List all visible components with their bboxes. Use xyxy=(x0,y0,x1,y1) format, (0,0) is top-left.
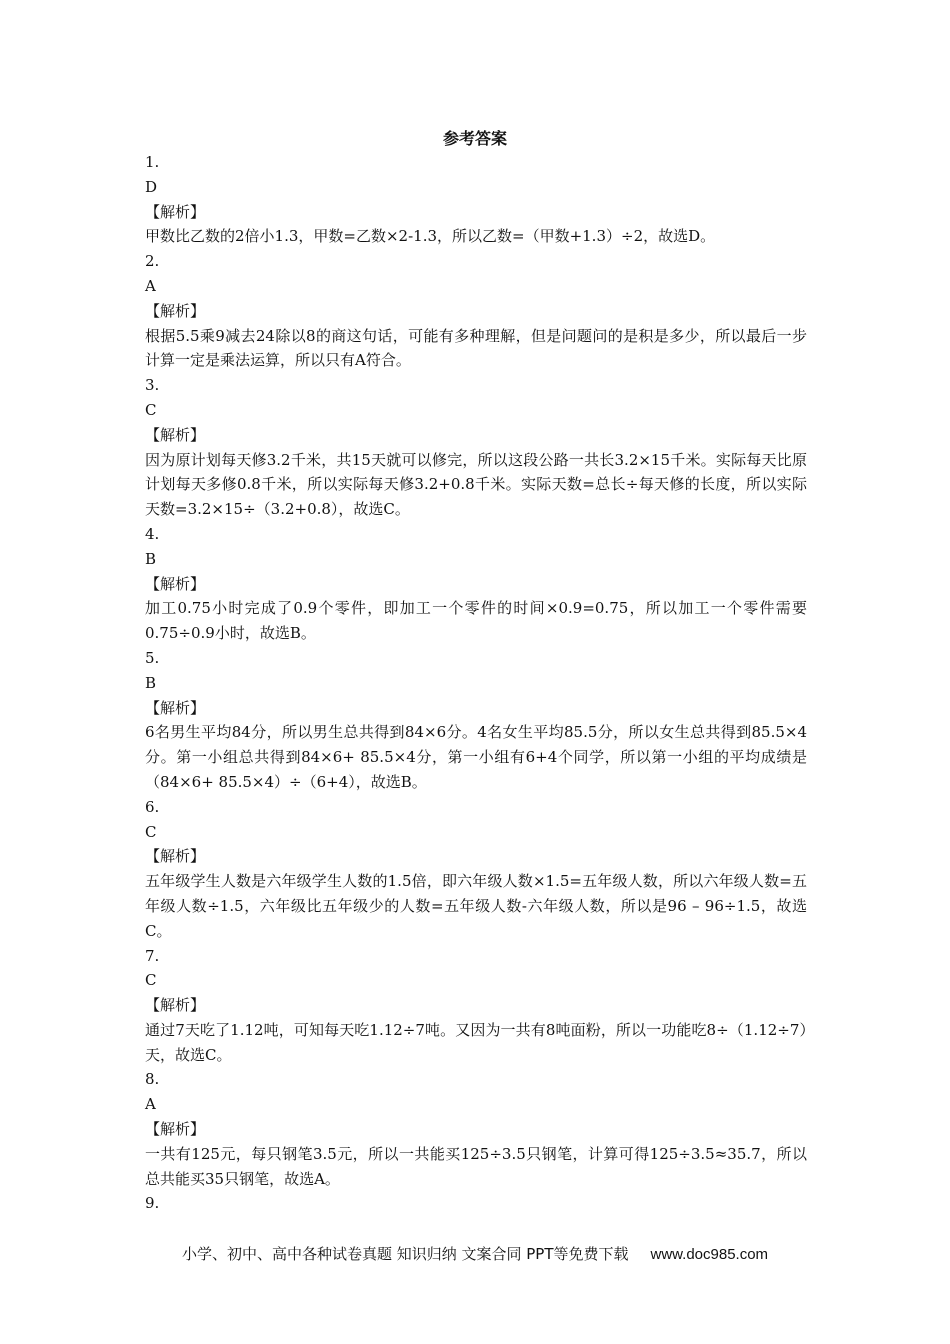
explanation-text: 6名男生平均84分，所以男生总共得到84×6分。4名女生平均85.5分，所以女生总共得到85.5×4分。第一小组总共得到84×6+ 85.5×4分，第一小组有6+4个同学，所以第一小组的平均成绩是（84×6+ 85.5×4）÷（6+4），故选B。 xyxy=(145,723,807,791)
answer-letter: B xyxy=(145,673,157,692)
footer-site-link[interactable]: www.doc985.com xyxy=(650,1246,769,1263)
question-number: 9. xyxy=(145,1194,160,1213)
answer-letter: D xyxy=(145,177,158,196)
answer-letter: C xyxy=(145,971,157,990)
footer-text: 小学、初中、高中各种试卷真题 知识归纳 文案合同 PPT等免费下载 xyxy=(181,1245,629,1263)
answer-letter: A xyxy=(145,276,156,295)
explanation-text: 根据5.5乘9减去24除以8的商这句话，可能有多种理解，但是问题问的是积是多少，所以最后一步计算一定是乘法运算，所以只有A符合。 xyxy=(145,326,807,370)
question-number: 7. xyxy=(145,946,160,965)
answer-letter: C xyxy=(145,400,157,419)
analysis-label: 【解析】 xyxy=(145,996,206,1015)
question-number: 1. xyxy=(145,153,160,171)
analysis-label: 【解析】 xyxy=(145,574,206,593)
question-number: 2. xyxy=(145,252,160,271)
explanation-text: 加工0.75小时完成了0.9个零件，即加工一个零件的时间×0.9=0.75，所以加工一个零件需要0.75÷0.9小时，故选B。 xyxy=(145,599,807,643)
page-title: 参考答案 xyxy=(442,129,507,148)
analysis-label: 【解析】 xyxy=(145,847,206,866)
answer-list xyxy=(145,150,807,1216)
analysis-label: 【解析】 xyxy=(145,202,206,221)
answer-letter: B xyxy=(145,549,157,568)
page-footer xyxy=(0,1243,950,1266)
answer-letter: A xyxy=(145,1095,156,1114)
answer-letter: C xyxy=(145,822,157,841)
analysis-label: 【解析】 xyxy=(145,698,206,717)
question-number: 3. xyxy=(145,376,160,395)
analysis-label: 【解析】 xyxy=(145,425,206,444)
analysis-label: 【解析】 xyxy=(145,1120,206,1139)
explanation-text: 甲数比乙数的2倍小1.3，甲数=乙数×2-1.3，所以乙数=（甲数+1.3）÷2，故选D。 xyxy=(145,227,716,246)
analysis-label: 【解析】 xyxy=(145,301,206,320)
question-number: 8. xyxy=(145,1070,160,1089)
explanation-text: 因为原计划每天修3.2千米，共15天就可以修完，所以这段公路一共长3.2×15千米。实际每天比原计划每天多修0.8千米，所以实际每天修3.2+0.8千米。实际天数=总长÷每天修的长度，所以实际天数=3.2×15÷（3.2+0.8），故选C。 xyxy=(145,450,807,519)
explanation-text: 一共有125元，每只钢笔3.5元，所以一共能买125÷3.5只钢笔，计算可得125÷3.5≈35.7，所以总共能买35只钢笔，故选A。 xyxy=(145,1144,807,1188)
explanation-text: 五年级学生人数是六年级学生人数的1.5倍，即六年级人数×1.5=五年级人数，所以六年级人数=五年级人数÷1.5，六年级比五年级少的人数=五年级人数-六年级人数，所以是96 – 96÷1.5，故选C。 xyxy=(145,872,807,940)
question-number: 5. xyxy=(145,648,160,667)
question-number: 4. xyxy=(145,524,160,543)
question-number: 6. xyxy=(145,797,160,816)
explanation-text: 通过7天吃了1.12吨，可知每天吃1.12÷7吨。又因为一共有8吨面粉，所以一功能吃8÷（1.12÷7）天，故选C。 xyxy=(145,1020,807,1064)
